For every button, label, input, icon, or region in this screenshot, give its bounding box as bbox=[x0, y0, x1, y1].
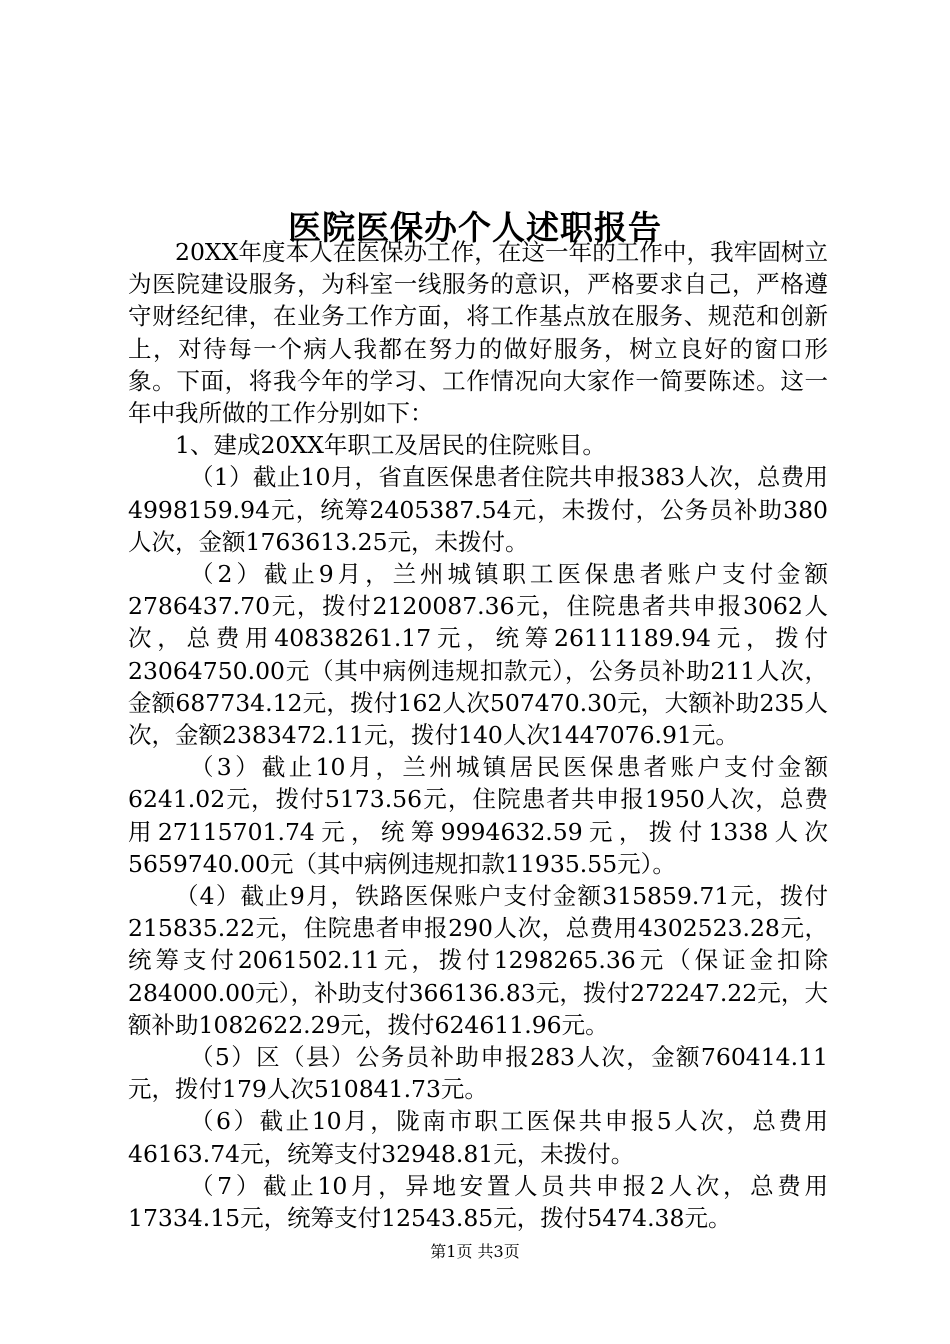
list-item-2: （2）截止9月，兰州城镇职工医保患者账户支付金额2786437.70元，拨付2120087.36元，住院患者共申报3062人次，总费用40838261.17元，统筹26111189.94元，拨付23064750.00元（其中病例违规扣款元），公务员补助211人次，金额687734.12元，拨付162人次507470.30元，大额补助235人次，金额2383472.11元，拨付140人次1447076.91元。 bbox=[128, 560, 828, 750]
section-heading: 1、建成20XX年职工及居民的住院账目。 bbox=[175, 431, 606, 460]
list-item-4: （4）截止9月，铁路医保账户支付金额315859.71元，拨付215835.22元，住院患者申报290人次，总费用4302523.28元，统筹支付2061502.11元，拨付1298265.36元（保证金扣除284000.00元），补助支付366136.83元，拨付272247.22元，大额补助1082622.29元，拨付624611.96元。 bbox=[128, 882, 828, 1039]
list-item-3: （3）截止10月，兰州城镇居民医保患者账户支付金额6241.02元，拨付5173.56元，住院患者共申报1950人次，总费用27115701.74元，统筹9994632.59元，拨付1338人次5659740.00元（其中病例违规扣款11935.55元）。 bbox=[128, 753, 828, 878]
list-item-5: （5）区（县）公务员补助申报283人次，金额760414.11元，拨付179人次510841.73元。 bbox=[128, 1043, 828, 1104]
intro-paragraph: 20XX年度本人在医保办工作，在这一年的工作中，我牢固树立为医院建设服务，为科室一线服务的意识，严格要求自己，严格遵守财经纪律，在业务工作方面，将工作基点放在服务、规范和创新上，对待每一个病人我都在努力的做好服务，树立良好的窗口形象。下面，将我今年的学习、工作情况向大家作一简要陈述。这一年中我所做的工作分别如下： bbox=[128, 238, 828, 428]
document-title: 医院医保办个人述职报告 bbox=[288, 208, 662, 248]
list-item-1: （1）截止10月，省直医保患者住院共申报383人次，总费用4998159.94元，统筹2405387.54元，未拨付，公务员补助380人次，金额1763613.25元，未拨付。 bbox=[128, 463, 828, 556]
page-footer: 第1页 共3页 bbox=[430, 1242, 520, 1261]
list-item-7: （7）截止10月，异地安置人员共申报2人次，总费用17334.15元，统筹支付12543.85元，拨付5474.38元。 bbox=[128, 1171, 828, 1233]
document-body bbox=[128, 236, 828, 1234]
list-item-6: （6）截止10月，陇南市职工医保共申报5人次，总费用46163.74元，统筹支付32948.81元，未拨付。 bbox=[128, 1107, 828, 1168]
